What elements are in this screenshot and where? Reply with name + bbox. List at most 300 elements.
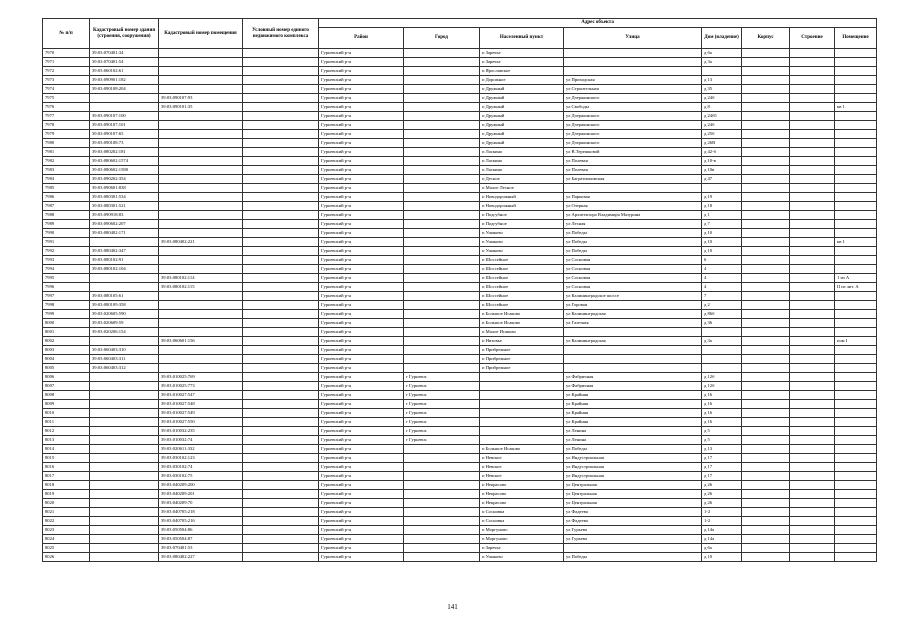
table-row	[43, 229, 877, 238]
table-cell: д 14а	[702, 526, 742, 535]
table-row	[43, 427, 877, 436]
table-cell	[790, 139, 835, 148]
table-cell	[159, 76, 243, 85]
table-cell: п Прибрежное	[480, 364, 564, 373]
table-row	[43, 535, 877, 544]
table-row	[43, 274, 877, 283]
table-cell	[835, 328, 877, 337]
table-cell: 7985	[43, 184, 90, 193]
table-cell	[790, 472, 835, 481]
table-cell: Гурьевский р-н	[319, 319, 404, 328]
table-cell	[243, 535, 319, 544]
table-cell	[742, 373, 790, 382]
table-row	[43, 490, 877, 499]
header-stroenie: Строение	[790, 28, 835, 49]
table-cell: г Гурьевск	[404, 373, 480, 382]
table-cell	[243, 499, 319, 508]
table-cell: д 10	[702, 229, 742, 238]
table-cell: 39:03:080102:104	[90, 265, 159, 274]
table-cell: 8020	[43, 499, 90, 508]
table-cell: п Большое Исаково	[480, 310, 564, 319]
table-cell: Гурьевский р-н	[319, 220, 404, 229]
table-cell	[835, 508, 877, 517]
table-cell	[243, 319, 319, 328]
table-cell: 39:03:040209:200	[159, 481, 243, 490]
table-cell	[790, 103, 835, 112]
table-cell	[790, 364, 835, 373]
table-row	[43, 85, 877, 94]
table-cell	[790, 229, 835, 238]
table-cell	[742, 391, 790, 400]
table-cell: Гурьевский р-н	[319, 400, 404, 409]
table-cell	[404, 544, 480, 553]
table-cell: 8008	[43, 391, 90, 400]
table-cell	[742, 238, 790, 247]
table-cell	[243, 175, 319, 184]
table-cell: п Дорожное	[480, 76, 564, 85]
table-row	[43, 454, 877, 463]
table-cell	[90, 535, 159, 544]
table-cell: 7990	[43, 229, 90, 238]
table-cell	[243, 229, 319, 238]
table-cell	[835, 544, 877, 553]
table-cell	[742, 139, 790, 148]
table-cell: 39:03:020605:590	[90, 310, 159, 319]
table-cell: 8026	[43, 553, 90, 562]
table-cell: Гурьевский р-н	[319, 508, 404, 517]
table-cell: 39:03:020206:154	[90, 328, 159, 337]
table-row	[43, 418, 877, 427]
table-cell: д 36	[702, 319, 742, 328]
table-row	[43, 328, 877, 337]
table-cell	[835, 535, 877, 544]
table-row	[43, 67, 877, 76]
table-cell	[480, 436, 564, 445]
table-cell	[702, 328, 742, 337]
table-cell	[90, 499, 159, 508]
table-cell	[404, 94, 480, 103]
table-cell: ул Калининградская	[564, 310, 702, 319]
table-cell	[243, 310, 319, 319]
table-cell: ул Центральная	[564, 490, 702, 499]
table-cell: п Низовье	[480, 337, 564, 346]
table-cell: п Заречье	[480, 49, 564, 58]
table-cell	[243, 544, 319, 553]
table-cell	[404, 265, 480, 274]
table-cell	[243, 247, 319, 256]
table-cell: 8009	[43, 400, 90, 409]
table-cell	[742, 103, 790, 112]
table-cell	[790, 175, 835, 184]
table-cell	[835, 229, 877, 238]
table-cell: д 47	[702, 175, 742, 184]
table-cell: Гурьевский р-н	[319, 76, 404, 85]
table-cell	[790, 418, 835, 427]
table-cell: ул Гурьева	[564, 535, 702, 544]
table-cell: 39:03:060403:310	[90, 346, 159, 355]
table-cell: 39:03:010027:550	[159, 418, 243, 427]
table-cell: ул Сосновая	[564, 265, 702, 274]
table-cell: Гурьевский р-н	[319, 175, 404, 184]
table-cell: п Большое Исаково	[480, 319, 564, 328]
table-cell: 39:03:070401:53	[159, 544, 243, 553]
table-cell: 7978	[43, 121, 90, 130]
table-cell: д 3а	[702, 58, 742, 67]
table-row	[43, 292, 877, 301]
table-cell	[742, 382, 790, 391]
table-row	[43, 553, 877, 562]
table-row	[43, 544, 877, 553]
table-cell: г Гурьевск	[404, 391, 480, 400]
table-cell	[790, 238, 835, 247]
table-cell	[742, 364, 790, 373]
table-cell: ул Багратионовская	[564, 175, 702, 184]
table-cell	[564, 58, 702, 67]
table-cell: 8001	[43, 328, 90, 337]
table-cell	[404, 481, 480, 490]
table-cell: п Новодорожный	[480, 193, 564, 202]
table-row	[43, 337, 877, 346]
table-cell: 8007	[43, 382, 90, 391]
table-cell: д 16	[702, 418, 742, 427]
table-cell: д 10	[702, 238, 742, 247]
table-cell: ул Фадеева	[564, 517, 702, 526]
table-cell: 7991	[43, 238, 90, 247]
table-cell: 39:03:010027:548	[159, 400, 243, 409]
table-cell	[790, 319, 835, 328]
table-cell	[243, 292, 319, 301]
table-cell: 7994	[43, 265, 90, 274]
table-cell: д 26В	[702, 139, 742, 148]
table-cell	[90, 463, 159, 472]
table-cell: 4	[702, 283, 742, 292]
table-cell: Гурьевский р-н	[319, 85, 404, 94]
table-cell: 7992	[43, 247, 90, 256]
table-cell: Гурьевский р-н	[319, 202, 404, 211]
header-num: № п/п	[43, 19, 90, 49]
table-cell: п Дружный	[480, 112, 564, 121]
table-cell: 39:03:030102:123	[159, 454, 243, 463]
table-cell: п Ушаково	[480, 553, 564, 562]
table-cell	[243, 76, 319, 85]
table-cell	[159, 49, 243, 58]
table-row	[43, 265, 877, 274]
table-cell: п Ушаково	[480, 229, 564, 238]
table-cell	[243, 157, 319, 166]
table-row	[43, 157, 877, 166]
table-cell	[564, 355, 702, 364]
table-cell	[790, 184, 835, 193]
table-cell: 39:03:090108:204	[90, 85, 159, 94]
table-row	[43, 103, 877, 112]
table-cell: 7988	[43, 211, 90, 220]
table-cell: ул Крайняя	[564, 391, 702, 400]
table-cell: 7986	[43, 193, 90, 202]
table-cell	[790, 265, 835, 274]
table-cell: 8002	[43, 337, 90, 346]
table-cell: 8016	[43, 463, 90, 472]
table-cell: 39:03:090108:73	[90, 139, 159, 148]
table-cell: п Шоссейное	[480, 256, 564, 265]
table-cell: 7974	[43, 85, 90, 94]
table-cell: Гурьевский р-н	[319, 274, 404, 283]
table-cell: Гурьевский р-н	[319, 247, 404, 256]
table-cell: г Гурьевск	[404, 382, 480, 391]
table-cell: п Моргуново	[480, 526, 564, 535]
table-cell	[742, 94, 790, 103]
table-cell	[742, 49, 790, 58]
table-cell	[790, 526, 835, 535]
table-cell: 39:03:040209:70	[159, 499, 243, 508]
table-cell: пом I	[835, 337, 877, 346]
table-cell: Гурьевский р-н	[319, 67, 404, 76]
table-cell	[159, 175, 243, 184]
table-cell: д 7	[702, 220, 742, 229]
table-cell	[790, 373, 835, 382]
table-cell	[404, 301, 480, 310]
table-cell: ул Центральная	[564, 499, 702, 508]
table-cell	[835, 193, 877, 202]
table-cell	[742, 418, 790, 427]
table-cell	[790, 67, 835, 76]
table-cell: 39:03:060601:156	[159, 337, 243, 346]
table-cell	[404, 337, 480, 346]
table-cell	[90, 373, 159, 382]
table-cell: ул Фабричная	[564, 373, 702, 382]
table-cell	[404, 346, 480, 355]
table-cell	[159, 193, 243, 202]
table-cell	[742, 445, 790, 454]
table-cell	[404, 220, 480, 229]
table-cell	[404, 202, 480, 211]
table-row	[43, 499, 877, 508]
table-cell	[742, 130, 790, 139]
table-cell	[159, 202, 243, 211]
table-row	[43, 211, 877, 220]
table-cell: 39:03:090107:101	[90, 121, 159, 130]
table-cell	[835, 346, 877, 355]
table-cell: п Подгубное	[480, 220, 564, 229]
table-cell	[564, 544, 702, 553]
table-cell: Гурьевский р-н	[319, 526, 404, 535]
table-cell	[790, 481, 835, 490]
table-cell	[159, 364, 243, 373]
table-cell: 39:03:090107:93	[159, 94, 243, 103]
table-cell: Гурьевский р-н	[319, 445, 404, 454]
table-cell	[835, 130, 877, 139]
table-cell: Гурьевский р-н	[319, 472, 404, 481]
table-row	[43, 130, 877, 139]
table-cell: ул Калининградская	[564, 337, 702, 346]
table-cell	[90, 400, 159, 409]
table-cell	[159, 319, 243, 328]
table-row	[43, 346, 877, 355]
table-cell: п Прибрежное	[480, 355, 564, 364]
table-cell	[835, 175, 877, 184]
table-cell	[742, 265, 790, 274]
table-cell: 39:03:010025:773	[159, 382, 243, 391]
table-cell: д 24б5	[702, 112, 742, 121]
table-cell	[742, 283, 790, 292]
table-cell: п Некрасово	[480, 481, 564, 490]
table-cell	[90, 526, 159, 535]
table-cell	[243, 472, 319, 481]
table-cell: Гурьевский р-н	[319, 211, 404, 220]
table-cell	[90, 409, 159, 418]
table-cell	[742, 463, 790, 472]
table-cell	[404, 283, 480, 292]
table-row	[43, 373, 877, 382]
table-cell: 8014	[43, 445, 90, 454]
table-row	[43, 382, 877, 391]
table-cell	[404, 553, 480, 562]
table-cell	[742, 247, 790, 256]
table-cell	[835, 391, 877, 400]
table-cell: п Прибрежное	[480, 346, 564, 355]
table-cell	[243, 346, 319, 355]
table-cell: Гурьевский р-н	[319, 256, 404, 265]
table-cell: 7971	[43, 58, 90, 67]
table-cell: Гурьевский р-н	[319, 229, 404, 238]
table-cell	[159, 292, 243, 301]
table-cell	[742, 112, 790, 121]
header-room-cadastral: Кадастровый номер помещения	[159, 19, 243, 49]
table-cell: ул Полевая	[564, 166, 702, 175]
header-city: Город	[404, 28, 480, 49]
table-row	[43, 256, 877, 265]
table-row	[43, 247, 877, 256]
table-cell: 39:03:090918:83	[90, 211, 159, 220]
table-cell	[702, 346, 742, 355]
table-cell	[243, 400, 319, 409]
table-cell	[742, 436, 790, 445]
header-building-cadastral: Кадастровый номер здания (строения, сооружения)	[90, 19, 159, 49]
table-cell	[90, 553, 159, 562]
table-cell	[90, 382, 159, 391]
table-cell	[480, 391, 564, 400]
table-cell	[90, 103, 159, 112]
table-cell	[742, 58, 790, 67]
table-cell	[835, 265, 877, 274]
table-cell: г Гурьевск	[404, 400, 480, 409]
table-cell	[790, 544, 835, 553]
table-cell: 7984	[43, 175, 90, 184]
table-cell: 39:03:030102:74	[159, 463, 243, 472]
table-cell: г Гурьевск	[404, 427, 480, 436]
table-row	[43, 121, 877, 130]
header-house: Дом (владение)	[702, 28, 742, 49]
table-cell: 39:03:070401:34	[90, 49, 159, 58]
table-cell	[564, 49, 702, 58]
table-cell	[835, 256, 877, 265]
table-cell: II из лит. А	[835, 283, 877, 292]
table-cell	[835, 121, 877, 130]
header-settlement: Населенный пункт	[480, 28, 564, 49]
table-cell	[243, 238, 319, 247]
table-row	[43, 310, 877, 319]
table-cell	[404, 274, 480, 283]
table-cell: Гурьевский р-н	[319, 517, 404, 526]
table-cell	[243, 517, 319, 526]
header-street: Улица	[564, 28, 702, 49]
table-cell: ул Победы	[564, 445, 702, 454]
table-cell: д 10-в	[702, 157, 742, 166]
table-cell	[564, 364, 702, 373]
table-cell	[790, 301, 835, 310]
table-cell: Гурьевский р-н	[319, 292, 404, 301]
table-cell	[742, 499, 790, 508]
header-district: Район	[319, 28, 404, 49]
table-cell	[159, 265, 243, 274]
table-cell: Гурьевский р-н	[319, 553, 404, 562]
table-cell	[835, 148, 877, 157]
table-cell: ул Горовая	[564, 301, 702, 310]
table-cell	[404, 490, 480, 499]
table-cell	[835, 472, 877, 481]
table-cell	[243, 148, 319, 157]
table-cell	[702, 67, 742, 76]
table-row	[43, 508, 877, 517]
table-cell	[835, 319, 877, 328]
table-cell: 7979	[43, 130, 90, 139]
table-cell: ул Калининградское шоссе	[564, 292, 702, 301]
table-cell: 8017	[43, 472, 90, 481]
table-cell: Гурьевский р-н	[319, 418, 404, 427]
table-cell: 39:03:010027:547	[159, 391, 243, 400]
page-number: 141	[447, 603, 458, 611]
table-cell: Гурьевский р-н	[319, 121, 404, 130]
table-cell: п Дружный	[480, 139, 564, 148]
table-row	[43, 139, 877, 148]
table-cell	[742, 76, 790, 85]
table-cell: 7983	[43, 166, 90, 175]
table-cell	[835, 445, 877, 454]
table-cell	[404, 58, 480, 67]
table-cell: 7970	[43, 49, 90, 58]
table-cell	[404, 193, 480, 202]
table-cell	[790, 553, 835, 562]
table-cell	[742, 328, 790, 337]
table-cell	[742, 310, 790, 319]
table-cell: Гурьевский р-н	[319, 436, 404, 445]
table-row	[43, 184, 877, 193]
table-cell	[90, 436, 159, 445]
header-address: Адрес объекта	[319, 19, 877, 28]
table-cell	[480, 400, 564, 409]
table-cell: 39:03:080602:1580	[90, 166, 159, 175]
table-cell: 39:03:020609:59	[90, 319, 159, 328]
table-cell: д 26	[702, 499, 742, 508]
table-cell	[404, 355, 480, 364]
table-cell: 8011	[43, 418, 90, 427]
table-cell: 39:03:080402:171	[90, 229, 159, 238]
table-cell: 8005	[43, 364, 90, 373]
table-cell	[835, 517, 877, 526]
table-cell: ул Сосновая	[564, 256, 702, 265]
table-cell	[835, 157, 877, 166]
table-cell: д 35	[702, 85, 742, 94]
table-cell: 39:03:080301:521	[90, 202, 159, 211]
table-cell: 39:03:080102:91	[90, 256, 159, 265]
table-cell: 39:03:080102:115	[159, 283, 243, 292]
table-row	[43, 472, 877, 481]
table-cell: ул Лесная	[564, 220, 702, 229]
table-cell: 39:03:080105:61	[90, 292, 159, 301]
header-complex: Условный номер единого недвижимого комплекса	[243, 19, 319, 49]
table-cell	[790, 274, 835, 283]
table-cell: 39:03:090202:354	[90, 175, 159, 184]
table-cell	[835, 94, 877, 103]
